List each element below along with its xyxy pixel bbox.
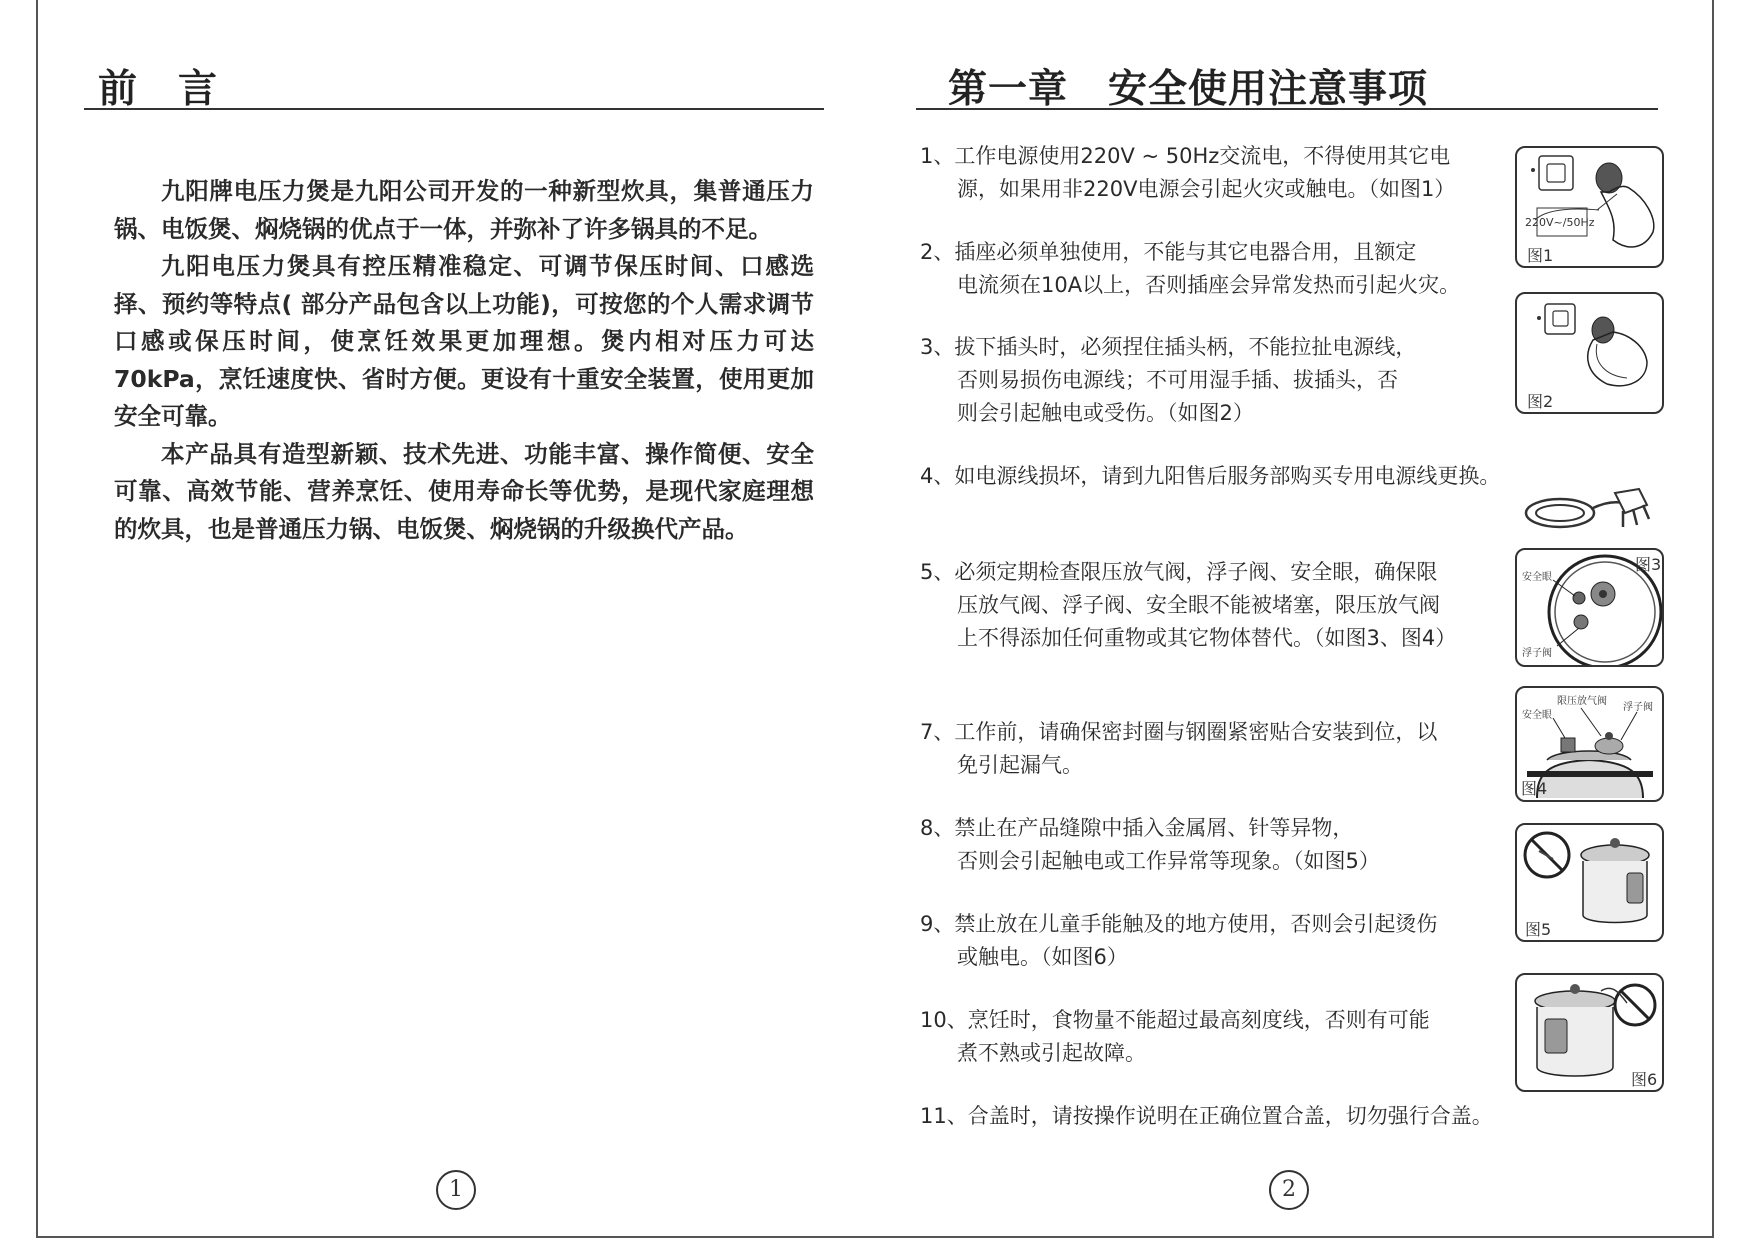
item-line: 9、禁止放在儿童手能触及的地方使用，否则会引起烫伤 bbox=[920, 912, 1438, 936]
item-line: 否则易损伤电源线；不可用湿手插、拔插头，否 bbox=[957, 368, 1398, 392]
item-line: 上不得添加任何重物或其它物体替代。（如图3、图4） bbox=[957, 626, 1457, 650]
item-line: 10、烹饪时，食物量不能超过最高刻度线，否则有可能 bbox=[920, 1008, 1430, 1032]
item-line: 压放气阀、浮子阀、安全眼不能被堵塞，限压放气阀 bbox=[957, 593, 1440, 617]
chapter-title-rule bbox=[916, 108, 1658, 110]
item-line: 电流须在10A以上，否则插座会异常发热而引起火灾。 bbox=[957, 273, 1461, 297]
item-line: 1、工作电源使用220V ~ 50Hz交流电，不得使用其它电 bbox=[920, 144, 1451, 168]
preface-body bbox=[114, 173, 814, 548]
figure-1-voltage: 220V~/50Hz bbox=[1525, 216, 1595, 229]
safety-item-1 bbox=[920, 140, 1455, 206]
figure-6 bbox=[1515, 973, 1664, 1092]
figure-4 bbox=[1515, 686, 1664, 802]
safety-item-9 bbox=[920, 908, 1437, 974]
safety-item-11 bbox=[920, 1100, 1493, 1133]
safety-item-7 bbox=[920, 716, 1437, 782]
item-line: 11、合盖时，请按操作说明在正确位置合盖，切勿强行合盖。 bbox=[920, 1104, 1493, 1128]
figure-3 bbox=[1515, 548, 1664, 667]
safety-item-3 bbox=[920, 331, 1416, 430]
figure-2-label: 图2 bbox=[1527, 392, 1554, 411]
figure-4-callout-float-valve: 浮子阀 bbox=[1623, 702, 1653, 713]
item-line: 4、如电源线损坏，请到九阳售后服务部购买专用电源线更换。 bbox=[920, 464, 1501, 488]
item-line: 8、禁止在产品缝隙中插入金属屑、针等异物， bbox=[920, 816, 1354, 840]
item-line: 3、拔下插头时，必须捏住插头柄，不能拉扯电源线， bbox=[920, 335, 1417, 359]
figure-2 bbox=[1515, 292, 1664, 414]
item-line: 或触电。（如图6） bbox=[957, 945, 1128, 969]
figure-5 bbox=[1515, 823, 1664, 942]
preface-paragraph: 本产品具有造型新颖、技术先进、功能丰富、操作简便、安全可靠、高效节能、营养烹饪、使用寿命长等优势，是现代家庭理想的炊具，也是普通压力锅、电饭煲、焖烧锅的升级换代产品。 bbox=[114, 439, 814, 543]
figure-3-label: 图3 bbox=[1635, 555, 1662, 574]
safety-item-10 bbox=[920, 1004, 1430, 1070]
item-line: 2、插座必须单独使用，不能与其它电器合用，且额定 bbox=[920, 240, 1417, 264]
safety-item-2 bbox=[920, 236, 1460, 302]
page-number-right: 2 bbox=[1269, 1170, 1309, 1210]
item-line: 5、必须定期检查限压放气阀，浮子阀、安全眼，确保限 bbox=[920, 560, 1438, 584]
safety-item-5 bbox=[920, 556, 1456, 655]
item-line: 免引起漏气。 bbox=[957, 753, 1083, 777]
figure-5-label: 图5 bbox=[1525, 920, 1552, 939]
item-line: 煮不熟或引起故障。 bbox=[957, 1041, 1146, 1065]
figure-3-callout-float-valve: 浮子阀 bbox=[1522, 648, 1552, 659]
page-number-left: 1 bbox=[436, 1170, 476, 1210]
item-line: 则会引起触电或受伤。（如图2） bbox=[957, 401, 1254, 425]
figure-4-label: 图4 bbox=[1521, 779, 1548, 798]
chapter-title: 第一章 安全使用注意事项 bbox=[948, 67, 1429, 112]
figure-4-callout-pressure-valve: 限压放气阀 bbox=[1557, 696, 1607, 707]
power-cord-illustration bbox=[1515, 483, 1655, 543]
figure-3-callout-safety-eye: 安全眼 bbox=[1522, 572, 1552, 583]
figure-1-label: 图1 bbox=[1527, 246, 1554, 265]
figure-1 bbox=[1515, 146, 1664, 268]
preface-title: 前 言 bbox=[98, 67, 219, 112]
item-line: 7、工作前，请确保密封圈与钢圈紧密贴合安装到位，以 bbox=[920, 720, 1438, 744]
item-line: 否则会引起触电或工作异常等现象。（如图5） bbox=[957, 849, 1380, 873]
figure-4-callout-safety-eye: 安全眼 bbox=[1522, 710, 1552, 721]
preface-title-rule bbox=[84, 108, 824, 110]
item-line: 源，如果用非220V电源会引起火灾或触电。（如图1） bbox=[957, 177, 1456, 201]
safety-item-8 bbox=[920, 812, 1380, 878]
safety-item-4 bbox=[920, 460, 1500, 493]
preface-paragraph: 九阳牌电压力煲是九阳公司开发的一种新型炊具，集普通压力锅、电饭煲、焖烧锅的优点于一体，并弥补了许多锅具的不足。 bbox=[114, 177, 814, 243]
figure-6-label: 图6 bbox=[1631, 1070, 1658, 1089]
preface-paragraph: 九阳电压力煲具有控压精准稳定、可调节保压时间、口感选择、预约等特点( 部分产品包含以上功能)，可按您的个人需求调节口感或保压时间，使烹饪效果更加理想。煲内相对压力可达70kPa，烹饪速度快、省时方便。更设有十重安全装置，使用更加安全可靠。 bbox=[114, 252, 814, 430]
